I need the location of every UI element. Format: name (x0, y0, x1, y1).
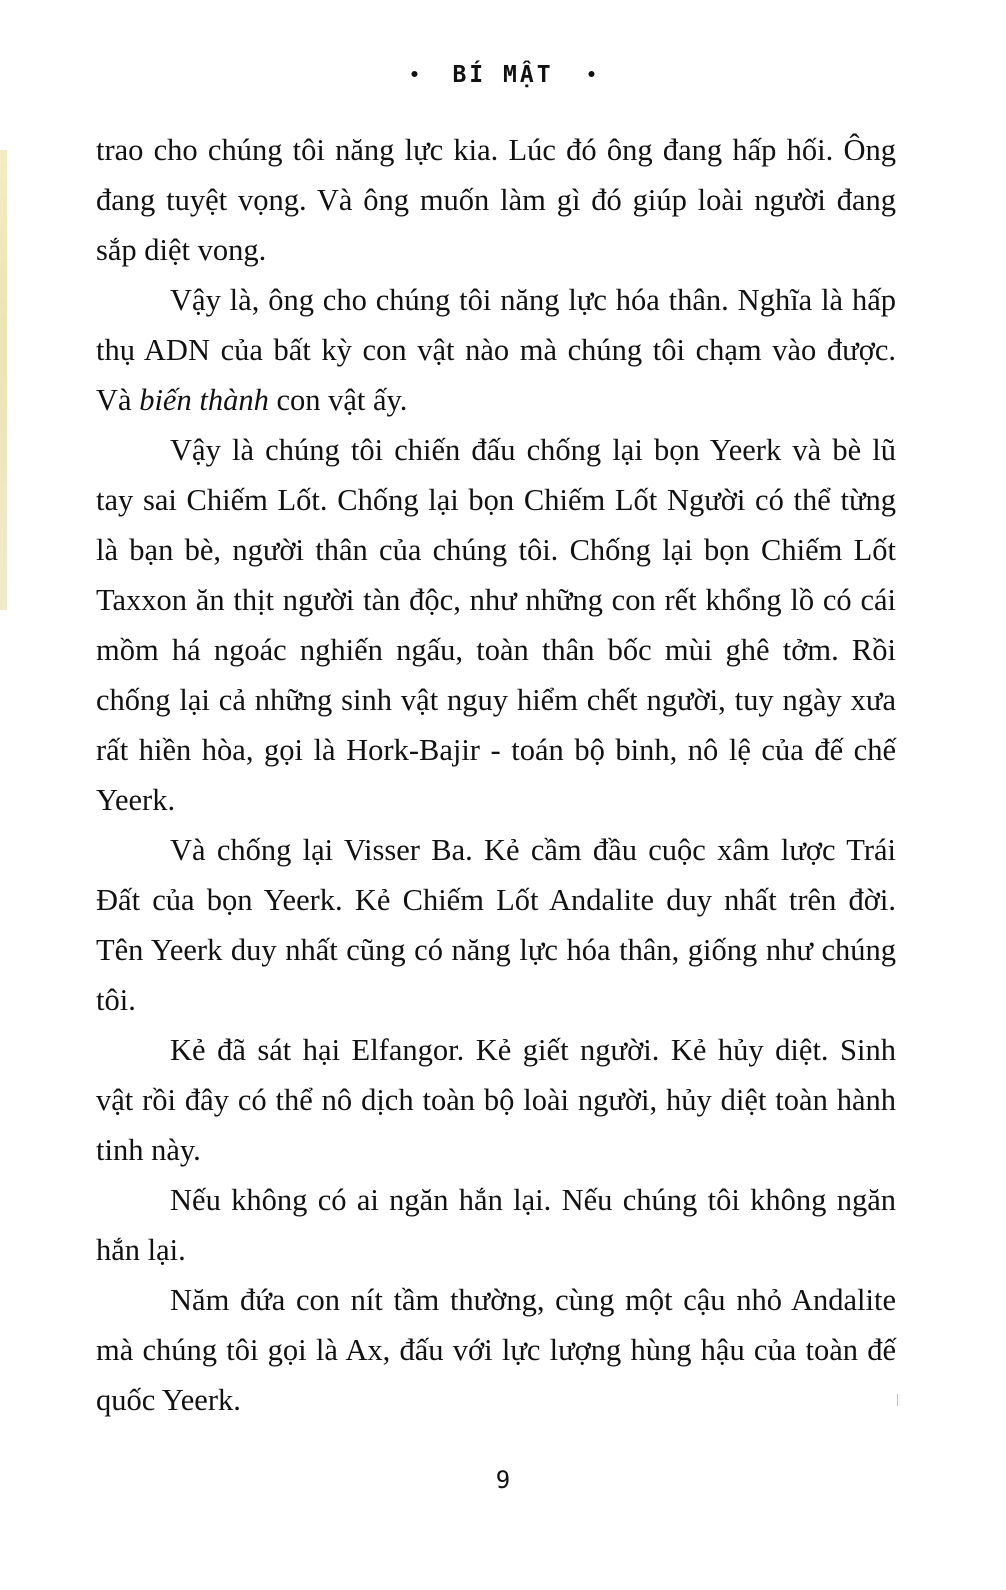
running-head-title: BÍ MẬT (452, 62, 554, 88)
paragraph: Và chống lại Visser Ba. Kẻ cầm đầu cuộc xâm lược Trái Đất của bọn Yeerk. Kẻ Chiếm Lốt Andalite duy nhất trên đời. Tên Yeerk duy nhất cũng có năng lực hóa thân, giống như chúng tôi. (96, 833, 896, 1017)
ornament-left-icon: • (409, 65, 420, 86)
paragraph: Kẻ đã sát hại Elfangor. Kẻ giết người. Kẻ hủy diệt. Sinh vật rồi đây có thể nô dịch toàn bộ loài người, hủy diệt toàn hành tinh này. (96, 1033, 896, 1167)
body-text (96, 125, 896, 1425)
paragraph: Vậy là chúng tôi chiến đấu chống lại bọn Yeerk và bè lũ tay sai Chiếm Lốt. Chống lại bọn Chiếm Lốt Người có thể từng là bạn bè, người thân của chúng tôi. Chống lại bọn Chiếm Lốt Taxxon ăn thịt người tàn độc, như những con rết khổng lồ có cái mồm há ngoác nghiến ngấu, toàn thân bốc mùi ghê tởm. Rồi chống lại cả những sinh vật nguy hiểm chết người, tuy ngày xưa rất hiền hòa, gọi là Hork-Bajir - toán bộ binh, nô lệ của đế chế Yeerk. (96, 433, 896, 817)
page-edge-bleed (0, 150, 7, 610)
paragraph: Nếu không có ai ngăn hắn lại. Nếu chúng tôi không ngăn hắn lại. (96, 1183, 896, 1267)
running-head (0, 62, 1006, 88)
paragraph (96, 275, 896, 425)
scan-tick-mark (897, 1394, 898, 1406)
paragraph: trao cho chúng tôi năng lực kia. Lúc đó ông đang hấp hối. Ông đang tuyệt vọng. Và ông muốn làm gì đó giúp loài người đang sắp diệt vong. (96, 133, 896, 267)
paragraph: Năm đứa con nít tầm thường, cùng một cậu nhỏ Andalite mà chúng tôi gọi là Ax, đấu với lực lượng hùng hậu của toàn đế quốc Yeerk. (96, 1283, 896, 1417)
paragraph-rich-text: Vậy là, ông cho chúng tôi năng lực hóa thân. Nghĩa là hấp thụ ADN của bất kỳ con vật nào mà chúng tôi chạm vào được. Và biến thành con vật ấy. (96, 283, 896, 417)
page-number: 9 (495, 1466, 511, 1494)
ornament-right-icon: • (586, 65, 597, 86)
